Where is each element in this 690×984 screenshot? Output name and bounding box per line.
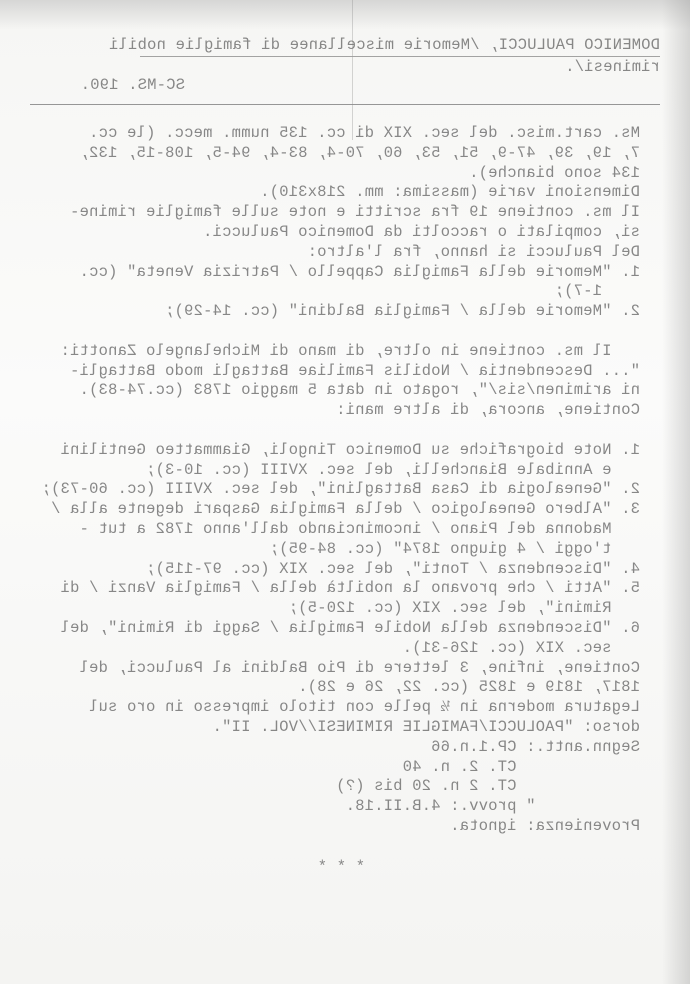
text-line: CT. 2. n. 40 — [402, 757, 640, 776]
text-line: Madonna del Piano / incominciando dall'anno 1782 a tut - — [79, 520, 640, 538]
text-line: Segnn.antt.: CP.1.n.66 — [430, 737, 640, 756]
title-underline — [140, 56, 660, 57]
text-line: Contiene, infine, 3 lettere di Pio Baldini al Paulucci, del — [79, 658, 640, 677]
text-line: Contiene, ancora, di altre mani: — [335, 401, 640, 420]
text-line: Del Paulucci si hanno, fra l'altro: — [307, 242, 640, 261]
text-line: 2. "Memorie della / Famiglia Baldini" (cc. 14-29); — [164, 302, 640, 321]
text-line: t'oggi / 4 giugno 1874" (cc. 84-95); — [269, 539, 640, 558]
text-line: dorso: "PAOLUCCI/FAMIGLIE RIMINESI//VOL. II". — [212, 718, 640, 736]
text-line: 1. Note biografiche su Domenico Tingoli, Giammatteo Gentilini — [60, 440, 640, 459]
header-rule — [30, 104, 660, 105]
title-line-1: DOMENICO PAULUCCI, /Memorie miscellanee di famiglie nobili — [108, 36, 660, 54]
text-line: " provv.: 4.B.II.18. — [345, 797, 640, 816]
text-line: 1-7); — [554, 282, 640, 301]
text-line: 134 sono bianche). — [468, 163, 640, 182]
text-line: 1817, 1819 e 1825 (cc. 22, 26 e 28). — [297, 678, 640, 697]
text-line: 2. "Genealogia di Casa Battaglini", del sec. XVIII (cc. 60-73); — [41, 480, 640, 499]
text-line: 5. "Atti / che provano la nobiltà della / Famiglia Vanzi / di — [60, 579, 640, 598]
title-line-2: riminesi/. — [564, 58, 660, 76]
text-line: si, compilati o raccolti da Domenico Paulucci. — [202, 223, 640, 241]
text-line: CT. 2 n. 20 bis (?) — [335, 777, 640, 796]
text-line: Il ms. contiene in oltre, di mano di Michelangelo Zanotti: — [60, 341, 640, 360]
text-line: 3. "Albero Genealogico / della Famiglia Gaspari degente alla / — [50, 500, 640, 519]
closing-stars: * * * — [317, 858, 365, 876]
text-line: Dimensioni varie (massima: mm. 218x310). — [259, 183, 640, 202]
shelfmark: SC-MS. 190. — [80, 76, 185, 94]
text-line: 7, 19, 39, 47-9, 51, 53, 60, 70-4, 83-4, 94-5, 108-15, 132, — [79, 143, 640, 162]
text-line: Legatura moderna in ½ pelle con titolo impresso in oro sul — [88, 698, 640, 717]
text-line: Ms. cart.misc. del sec. XIX di cc. 135 numm. mecc. (le cc. — [88, 124, 640, 142]
text-line: 1. "Memorie della Famiglia Cappello / Patrizia Veneta" (cc. — [79, 262, 640, 281]
text-line: 6. "Discendenza della Nobile Famiglia / Saggi di Rimini", del — [60, 619, 640, 637]
text-line: 4. "Discendenza / Tonti", del sec. XIX (cc. 97-115); — [145, 559, 640, 578]
text-line: e Annibale Bianchelli, del sec. XVIII (cc. 10-3); — [145, 460, 640, 479]
text-line: Provenienza: ignota. — [449, 817, 640, 835]
text-line: ni ariminen/sis/", rogato in data 5 maggio 1783 (cc.74-83). — [79, 381, 640, 400]
text-line: "... Descendentia / Nobilis Familiae Battagli modo Battagli- — [69, 361, 640, 380]
text-line: sec. XIX (cc. 126-31). — [402, 638, 640, 657]
text-line: Il ms. contiene 19 fra scritti e note sulle famiglie rimine- — [69, 203, 640, 222]
text-line: Rimini", del sec. XIX (cc. 120-5); — [288, 599, 640, 618]
